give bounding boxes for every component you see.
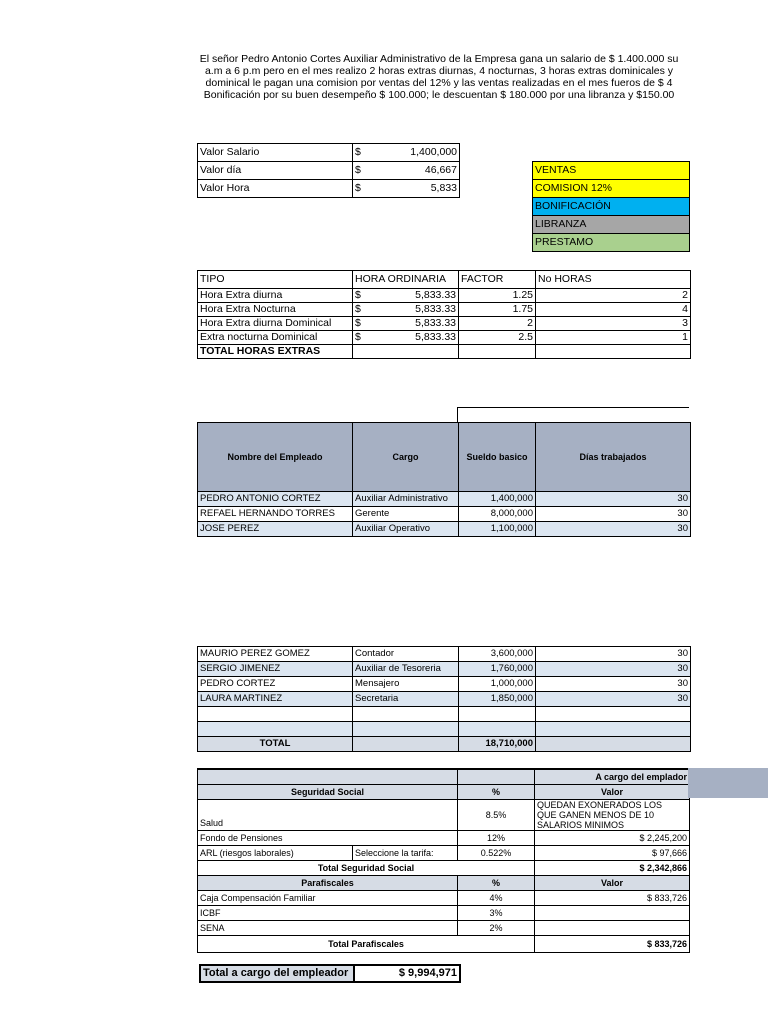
parafiscal-value[interactable]: [535, 906, 690, 921]
parafiscal-percent[interactable]: 2%: [458, 921, 535, 936]
table-row: [198, 707, 691, 722]
empty-cell[interactable]: [353, 722, 459, 737]
empty-cell[interactable]: [198, 722, 353, 737]
table-row: [198, 677, 691, 692]
salary-table: [197, 143, 460, 198]
salud-label[interactable]: Salud: [198, 800, 458, 831]
employee-sueldo[interactable]: 1,100,000: [459, 522, 536, 537]
arl-select[interactable]: Seleccione la tarifa:: [353, 846, 458, 861]
grand-total-value[interactable]: $ 9,994,971: [354, 965, 460, 982]
overtime-row: [198, 317, 691, 331]
legend-ventas[interactable]: VENTAS: [533, 162, 690, 180]
overtime-factor[interactable]: 2.5: [459, 331, 536, 345]
parafiscal-label[interactable]: Caja Compensación Familiar: [198, 891, 458, 906]
table-row: [198, 507, 691, 522]
intro-line: a.m a 6 p.m pero en el mes realizo 2 horas extras diurnas, 4 nocturnas, 3 horas extras dominicales y: [204, 65, 674, 77]
employee-name[interactable]: MAURIO PEREZ GOMEZ: [198, 647, 353, 662]
currency-symbol[interactable]: $: [353, 144, 380, 162]
table-row: [198, 722, 691, 737]
employees-header-row: [198, 423, 691, 492]
parafiscal-row: [198, 891, 690, 906]
intro-line: El señor Pedro Antonio Cortes Auxiliar Administrativo de la Empresa gana un salario de $ 1.400.000 su: [199, 53, 679, 65]
overtime-tipo[interactable]: Hora Extra diurna: [198, 289, 353, 303]
header-cargo[interactable]: Cargo: [353, 423, 459, 492]
salary-label[interactable]: Valor día: [198, 162, 353, 180]
currency-symbol[interactable]: $: [353, 162, 380, 180]
employee-dias[interactable]: 30: [536, 492, 691, 507]
pension-row: [198, 831, 690, 846]
parafiscales-header-row: [198, 876, 690, 891]
overtime-hora[interactable]: 5,833.33: [375, 317, 458, 331]
empty-cell[interactable]: [353, 345, 459, 359]
employee-dias[interactable]: 30: [536, 677, 691, 692]
employee-name[interactable]: LAURA MARTINEZ: [198, 692, 353, 707]
header-factor[interactable]: FACTOR: [459, 271, 536, 289]
currency-symbol[interactable]: $: [353, 331, 376, 345]
salud-note-line: SALARIOS MINIMOS: [537, 820, 625, 830]
social-total-row: [198, 861, 690, 876]
overtime-horas[interactable]: 2: [536, 289, 691, 303]
empty-cell[interactable]: [536, 345, 691, 359]
employee-name[interactable]: JOSE PEREZ: [198, 522, 353, 537]
employee-dias[interactable]: 30: [536, 692, 691, 707]
empty-cell[interactable]: [458, 769, 535, 785]
parafiscal-percent[interactable]: 4%: [458, 891, 535, 906]
employee-dias[interactable]: 30: [536, 662, 691, 677]
overtime-horas[interactable]: 4: [536, 303, 691, 317]
parafiscal-label[interactable]: ICBF: [198, 906, 458, 921]
employee-cargo[interactable]: Secretaria: [353, 692, 459, 707]
social-header-row: [198, 785, 690, 800]
employee-sueldo[interactable]: 1,400,000: [459, 492, 536, 507]
overtime-tipo[interactable]: Hora Extra Nocturna: [198, 303, 353, 317]
salary-label[interactable]: Valor Salario: [198, 144, 353, 162]
header-percent[interactable]: %: [458, 876, 535, 891]
empty-cell[interactable]: [536, 707, 691, 722]
overtime-header-row: [198, 271, 691, 289]
parafiscal-row: [198, 906, 690, 921]
parafiscal-row: [198, 921, 690, 936]
social-total-label[interactable]: Total Seguridad Social: [198, 861, 535, 876]
employee-name[interactable]: PEDRO CORTEZ: [198, 677, 353, 692]
table-row: [198, 662, 691, 677]
overtime-tipo[interactable]: Hora Extra diurna Dominical: [198, 317, 353, 331]
overtime-table: [197, 270, 691, 359]
header-seguridad-social[interactable]: Seguridad Social: [198, 785, 458, 800]
parafiscal-total-value[interactable]: $ 833,726: [535, 936, 690, 953]
employee-cargo[interactable]: Contador: [353, 647, 459, 662]
empty-cell[interactable]: [459, 707, 536, 722]
salary-row: [198, 162, 460, 180]
overtime-horas[interactable]: 1: [536, 331, 691, 345]
table-row: [198, 492, 691, 507]
color-legend: [532, 161, 690, 252]
currency-symbol[interactable]: $: [353, 289, 376, 303]
empty-cell[interactable]: [536, 737, 691, 752]
legend-bonificacion[interactable]: BONIFICACIÓN: [533, 198, 690, 216]
empty-cell[interactable]: [536, 722, 691, 737]
cell-border-fragment: [457, 407, 689, 422]
overtime-total-row: [198, 345, 691, 359]
header-no-horas[interactable]: No HORAS: [536, 271, 691, 289]
pension-percent[interactable]: 12%: [458, 831, 535, 846]
empty-cell[interactable]: [198, 769, 458, 785]
table-row: [198, 692, 691, 707]
overtime-horas[interactable]: 3: [536, 317, 691, 331]
currency-symbol[interactable]: $: [353, 317, 376, 331]
overtime-row: [198, 303, 691, 317]
overtime-total-label[interactable]: TOTAL HORAS EXTRAS: [198, 345, 353, 359]
parafiscal-label[interactable]: SENA: [198, 921, 458, 936]
legend-comision[interactable]: COMISION 12%: [533, 180, 690, 198]
grand-total-box: [199, 964, 461, 983]
parafiscal-total-label[interactable]: Total Parafiscales: [198, 936, 535, 953]
social-security-table: [197, 768, 690, 953]
salud-note-line: QUE GANEN MENOS DE 10: [537, 810, 655, 820]
overtime-factor[interactable]: 1.25: [459, 289, 536, 303]
arl-percent[interactable]: 0.522%: [458, 846, 535, 861]
social-total-value[interactable]: $ 2,342,866: [535, 861, 690, 876]
table-row: [198, 522, 691, 537]
employee-name[interactable]: REFAEL HERNANDO TORRES: [198, 507, 353, 522]
parafiscal-total-row: [198, 936, 690, 953]
employees-table: [197, 422, 691, 537]
salary-value[interactable]: 5,833: [379, 180, 460, 198]
header-nombre[interactable]: Nombre del Empleado: [198, 423, 353, 492]
header-valor[interactable]: Valor: [535, 876, 690, 891]
empty-cell[interactable]: [353, 707, 459, 722]
pension-value[interactable]: $ 2,245,200: [535, 831, 690, 846]
total-label[interactable]: TOTAL: [198, 737, 353, 752]
pension-label[interactable]: Fondo de Pensiones: [198, 831, 458, 846]
empty-cell[interactable]: [198, 707, 353, 722]
employee-cargo[interactable]: Mensajero: [353, 677, 459, 692]
arl-row: [198, 846, 690, 861]
salary-value[interactable]: 46,667: [379, 162, 460, 180]
employee-sueldo[interactable]: 1,760,000: [459, 662, 536, 677]
employee-cargo[interactable]: Auxiliar de Tesoreria: [353, 662, 459, 677]
employee-dias[interactable]: 30: [536, 522, 691, 537]
intro-paragraph: [190, 53, 688, 101]
overtime-hora[interactable]: 5,833.33: [375, 331, 458, 345]
table-row: [198, 647, 691, 662]
total-row: [198, 737, 691, 752]
header-overflow-block: [688, 768, 768, 798]
employee-cargo[interactable]: Auxiliar Administrativo: [353, 492, 459, 507]
overtime-row: [198, 289, 691, 303]
legend-prestamo[interactable]: PRESTAMO: [533, 234, 690, 252]
employee-sueldo[interactable]: 8,000,000: [459, 507, 536, 522]
salary-row: [198, 180, 460, 198]
employee-dias[interactable]: 30: [536, 647, 691, 662]
overtime-factor[interactable]: 1.75: [459, 303, 536, 317]
overtime-hora[interactable]: 5,833.33: [375, 303, 458, 317]
arl-value[interactable]: $ 97,666: [535, 846, 690, 861]
salud-note[interactable]: [535, 800, 690, 831]
currency-symbol[interactable]: $: [353, 303, 376, 317]
overtime-factor[interactable]: 2: [459, 317, 536, 331]
header-valor[interactable]: Valor: [535, 785, 690, 800]
employee-dias[interactable]: 30: [536, 507, 691, 522]
header-hora-ordinaria[interactable]: HORA ORDINARIA: [353, 271, 459, 289]
empty-cell[interactable]: [459, 345, 536, 359]
empty-cell[interactable]: [353, 737, 459, 752]
overtime-hora[interactable]: 5,833.33: [375, 289, 458, 303]
arl-label[interactable]: ARL (riesgos laborales): [198, 846, 353, 861]
salud-note-line: QUEDAN EXONERADOS LOS: [537, 800, 663, 810]
employee-sueldo[interactable]: 1,000,000: [459, 677, 536, 692]
parafiscal-value[interactable]: $ 833,726: [535, 891, 690, 906]
salary-value[interactable]: 1,400,000: [379, 144, 460, 162]
employee-sueldo[interactable]: 3,600,000: [459, 647, 536, 662]
header-dias[interactable]: Días trabajados: [536, 423, 691, 492]
intro-line: dominical le pagan una comision por ventas del 12% y las ventas realizadas en el mes fueros de $ 4: [205, 77, 673, 89]
overtime-row: [198, 331, 691, 345]
legend-libranza[interactable]: LIBRANZA: [533, 216, 690, 234]
employee-sueldo[interactable]: 1,850,000: [459, 692, 536, 707]
salud-row: [198, 800, 690, 831]
header-sueldo[interactable]: Sueldo basico: [459, 423, 536, 492]
total-value[interactable]: 18,710,000: [459, 737, 536, 752]
salud-percent[interactable]: 8.5%: [458, 800, 535, 831]
empty-cell[interactable]: [459, 722, 536, 737]
salary-label[interactable]: Valor Hora: [198, 180, 353, 198]
parafiscal-value[interactable]: [535, 921, 690, 936]
overtime-tipo[interactable]: Extra nocturna Dominical: [198, 331, 353, 345]
header-percent[interactable]: %: [458, 785, 535, 800]
intro-line: Bonificación por su buen desempeño $ 100.000; le descuentan $ 180.000 por una libranza y $150.00: [203, 89, 675, 101]
parafiscal-percent[interactable]: 3%: [458, 906, 535, 921]
currency-symbol[interactable]: $: [353, 180, 380, 198]
header-tipo[interactable]: TIPO: [198, 271, 353, 289]
employer-header[interactable]: A cargo del emplador: [535, 769, 690, 785]
grand-total-label[interactable]: Total a cargo del empleador: [200, 965, 354, 982]
employee-name[interactable]: PEDRO ANTONIO CORTEZ: [198, 492, 353, 507]
employer-header-row: [198, 769, 690, 785]
employee-name[interactable]: SERGIO JIMENEZ: [198, 662, 353, 677]
employees-table-continued: [197, 646, 691, 752]
salary-row: [198, 144, 460, 162]
header-parafiscales[interactable]: Parafiscales: [198, 876, 458, 891]
employee-cargo[interactable]: Gerente: [353, 507, 459, 522]
employee-cargo[interactable]: Auxiliar Operativo: [353, 522, 459, 537]
